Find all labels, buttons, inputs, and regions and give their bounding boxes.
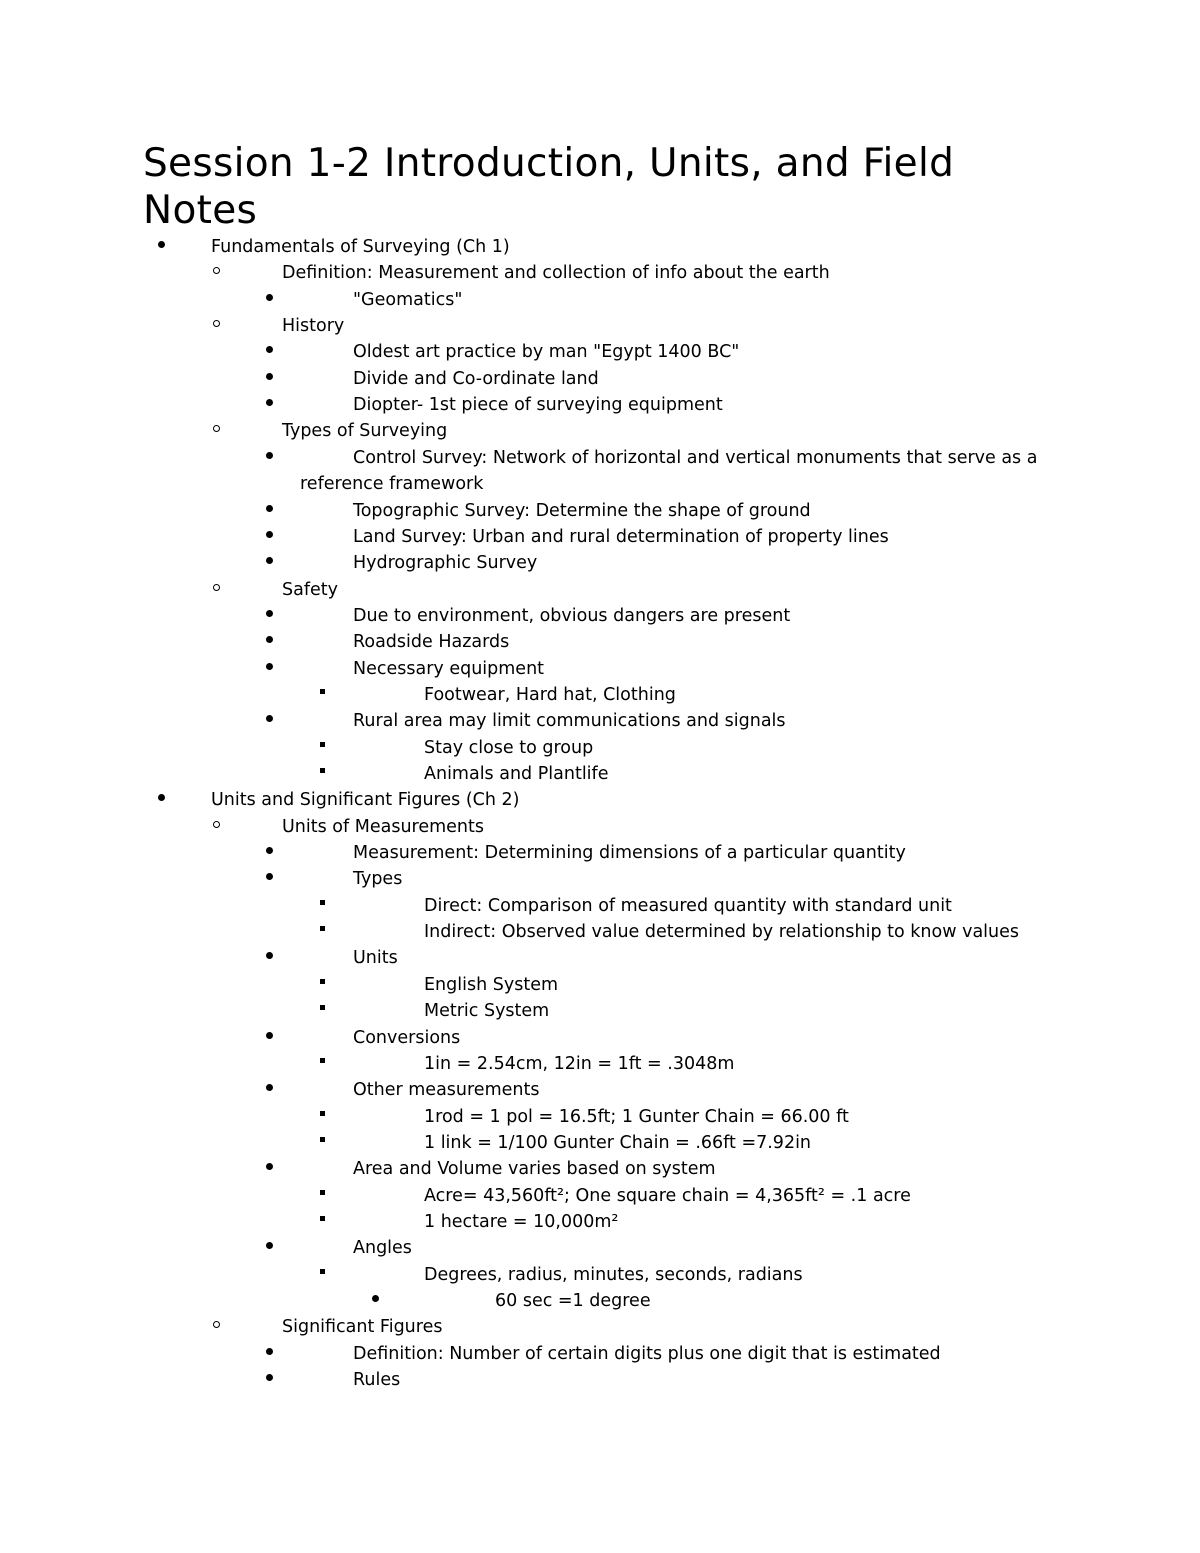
bullet-dot-icon	[266, 557, 273, 564]
list-item: Types of Surveying	[282, 421, 448, 442]
bullet-circle-icon	[213, 821, 220, 828]
bullet-dot-icon	[266, 373, 273, 380]
list-item: Measurement: Determining dimensions of a particular quantity	[353, 843, 906, 864]
list-item: Safety	[282, 579, 338, 600]
bullet-dot-icon	[266, 531, 273, 538]
list-item: Angles	[353, 1238, 412, 1259]
bullet-square-icon	[320, 926, 325, 931]
bullet-circle-icon	[213, 1321, 220, 1328]
list-item: Rules	[353, 1370, 401, 1391]
bullet-square-icon	[320, 1005, 325, 1010]
list-item: 60 sec =1 degree	[495, 1291, 651, 1311]
list-item: Direct: Comparison of measured quantity with standard unit	[424, 895, 952, 916]
bullet-dot-icon	[266, 636, 273, 643]
list-item: Stay close to group	[424, 737, 594, 758]
bullet-square-icon	[320, 1190, 325, 1195]
list-item: Metric System	[424, 1001, 550, 1022]
bullet-dot-icon	[266, 1348, 273, 1355]
list-item: Degrees, radius, minutes, seconds, radians	[424, 1264, 803, 1285]
list-item: English System	[424, 974, 559, 995]
bullet-dot-icon	[266, 1032, 273, 1039]
bullet-dot-icon	[158, 794, 165, 801]
bullet-square-icon	[320, 979, 325, 984]
bullet-dot-icon	[266, 505, 273, 512]
list-item: History	[282, 316, 345, 337]
bullet-dot-icon	[266, 952, 273, 959]
list-item: Other measurements	[353, 1080, 540, 1101]
bullet-dot-icon	[266, 873, 273, 880]
bullet-square-icon	[320, 742, 325, 747]
bullet-square-icon	[320, 1058, 325, 1063]
bullet-square-icon	[320, 1269, 325, 1274]
list-item: Oldest art practice by man "Egypt 1400 BC"	[353, 342, 740, 363]
bullet-dot-icon	[266, 663, 273, 670]
list-item: Conversions	[353, 1027, 461, 1048]
bullet-dot-icon	[266, 452, 273, 459]
list-item: Due to environment, obvious dangers are present	[353, 605, 791, 626]
list-item: Rural area may limit communications and signals	[353, 711, 786, 732]
list-item: Area and Volume varies based on system	[353, 1159, 716, 1180]
bullet-dot-icon	[266, 715, 273, 722]
list-item: Land Survey: Urban and rural determination of property lines	[353, 526, 889, 547]
bullet-dot-icon	[266, 294, 273, 301]
bullet-dot-icon	[266, 847, 273, 854]
list-item: Animals and Plantlife	[424, 764, 609, 784]
list-item: Significant Figures	[282, 1317, 443, 1338]
list-item: Definition: Number of certain digits plus one digit that is estimated	[353, 1343, 941, 1364]
bullet-square-icon	[320, 1111, 325, 1116]
list-item: Definition: Measurement and collection of info about the earth	[282, 263, 830, 284]
bullet-dot-icon	[266, 1163, 273, 1170]
list-item: Roadside Hazards	[353, 632, 510, 653]
list-item: Indirect: Observed value determined by relationship to know values	[424, 922, 1019, 943]
bullet-square-icon	[320, 689, 325, 694]
bullet-dot-icon	[266, 399, 273, 406]
bullet-dot-icon	[266, 1242, 273, 1249]
list-item: 1 hectare = 10,000m²	[424, 1211, 619, 1232]
bullet-square-icon	[320, 768, 325, 773]
list-item: Hydrographic Survey	[353, 553, 538, 574]
list-item: Fundamentals of Surveying (Ch 1)	[211, 237, 510, 257]
list-item: Units	[353, 948, 398, 969]
bullet-dot-icon	[266, 346, 273, 353]
list-item: Control Survey: Network of horizontal and vertical monuments that serve as a	[353, 447, 1038, 468]
list-item: Units and Significant Figures (Ch 2)	[211, 790, 520, 811]
bullet-circle-icon	[213, 267, 220, 274]
list-item: Types	[353, 869, 403, 890]
list-item: Acre= 43,560ft²; One square chain = 4,365ft² = .1 acre	[424, 1185, 911, 1206]
list-item: 1in = 2.54cm, 12in = 1ft = .3048m	[424, 1053, 735, 1074]
bullet-square-icon	[320, 1216, 325, 1221]
list-item: Units of Measurements	[282, 816, 484, 837]
list-item: Divide and Co-ordinate land	[353, 368, 599, 389]
bullet-square-icon	[320, 900, 325, 905]
document-title: Session 1-2 Introduction, Units, and Field Notes	[143, 141, 955, 233]
bullet-dot-icon	[158, 241, 165, 248]
list-item: Footwear, Hard hat, Clothing	[424, 684, 676, 705]
bullet-circle-icon	[213, 425, 220, 432]
list-item-continuation: reference framework	[300, 474, 484, 495]
list-item: 1rod = 1 pol = 16.5ft; 1 Gunter Chain = 66.00 ft	[424, 1106, 849, 1127]
list-item: Diopter- 1st piece of surveying equipment	[353, 395, 723, 416]
bullet-square-icon	[320, 1137, 325, 1142]
bullet-dot-icon	[266, 610, 273, 617]
list-item: "Geomatics"	[353, 289, 463, 310]
bullet-dot-icon	[266, 1374, 273, 1381]
bullet-circle-icon	[213, 320, 220, 327]
bullet-dot-icon	[372, 1295, 379, 1302]
bullet-dot-icon	[266, 1084, 273, 1091]
list-item: 1 link = 1/100 Gunter Chain = .66ft =7.92in	[424, 1132, 812, 1153]
bullet-circle-icon	[213, 584, 220, 591]
list-item: Necessary equipment	[353, 658, 545, 679]
list-item: Topographic Survey: Determine the shape of ground	[353, 500, 811, 521]
